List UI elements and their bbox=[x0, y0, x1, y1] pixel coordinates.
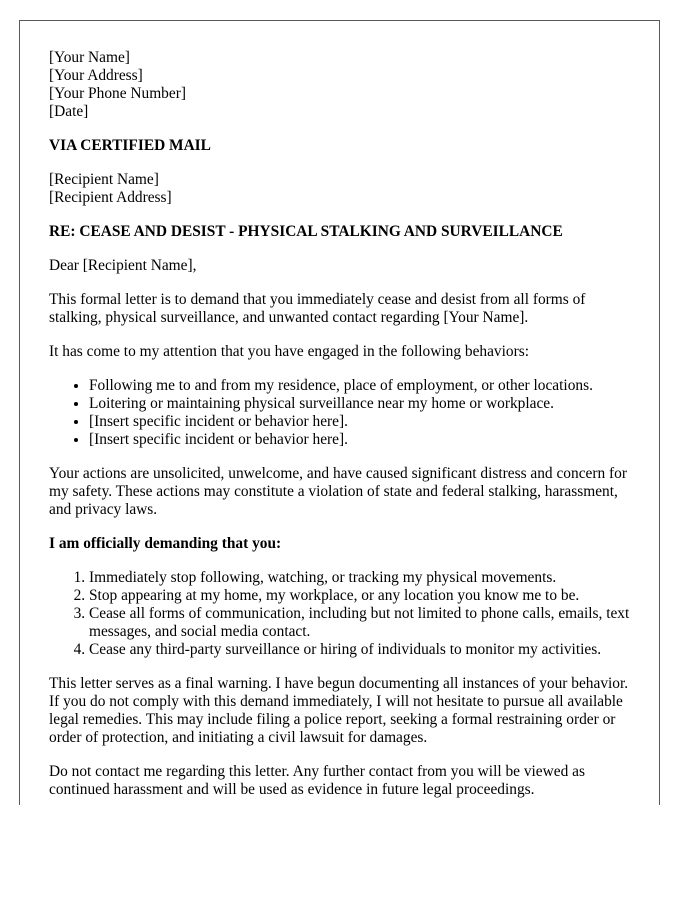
delivery-method: VIA CERTIFIED MAIL bbox=[49, 137, 211, 154]
actions-paragraph: Your actions are unsolicited, unwelcome, and have caused significant distress and concern for my safety. These actions may constitute a violation of state and federal stalking, harassment, and privacy laws. bbox=[49, 465, 627, 518]
letter-page bbox=[19, 20, 660, 805]
list-item: 2. Stop appearing at my home, my workplace, or any location you know me to be. bbox=[89, 587, 630, 605]
list-item: • [Insert specific incident or behavior here]. bbox=[89, 431, 630, 449]
recipient-address: [Recipient Address] bbox=[49, 189, 172, 206]
recipient-name: [Recipient Name] bbox=[49, 171, 159, 188]
warning-paragraph: This letter serves as a final warning. I have begun documenting all instances of your behavior. If you do not comply with this demand immediately, I will not hesitate to pursue all available legal remedies. This may include filing a police report, seeking a formal restraining order or order of protection, and initiating a civil lawsuit for damages. bbox=[49, 675, 629, 746]
recipient-block bbox=[49, 171, 630, 207]
demands-heading: I am officially demanding that you: bbox=[49, 535, 282, 552]
sender-name: [Your Name] bbox=[49, 49, 130, 66]
intro-paragraph: This formal letter is to demand that you immediately cease and desist from all forms of stalking, physical surveillance, and unwanted contact regarding [Your Name]. bbox=[49, 291, 586, 326]
attention-paragraph: It has come to my attention that you have engaged in the following behaviors: bbox=[49, 343, 529, 360]
behaviors-list bbox=[49, 377, 630, 449]
no-contact-paragraph: Do not contact me regarding this letter. Any further contact from you will be viewed as continued harassment and will be used as evidence in future legal proceedings. bbox=[49, 763, 585, 798]
sender-address: [Your Address] bbox=[49, 67, 143, 84]
salutation: Dear [Recipient Name], bbox=[49, 257, 197, 274]
list-item: • Following me to and from my residence, place of employment, or other locations. bbox=[89, 377, 630, 395]
letter-date: [Date] bbox=[49, 103, 89, 120]
list-item: • Loitering or maintaining physical surveillance near my home or workplace. bbox=[89, 395, 630, 413]
list-item: 1. Immediately stop following, watching, or tracking my physical movements. bbox=[89, 569, 630, 587]
sender-phone: [Your Phone Number] bbox=[49, 85, 186, 102]
list-item: 4. Cease any third-party surveillance or hiring of individuals to monitor my activities. bbox=[89, 641, 630, 659]
subject-line: RE: CEASE AND DESIST - PHYSICAL STALKING AND SURVEILLANCE bbox=[49, 223, 563, 240]
demands-list bbox=[49, 569, 630, 659]
list-item: • [Insert specific incident or behavior here]. bbox=[89, 413, 630, 431]
list-item: 3. Cease all forms of communication, including but not limited to phone calls, emails, text messages, and social media contact. bbox=[89, 605, 630, 641]
sender-block bbox=[49, 49, 630, 121]
